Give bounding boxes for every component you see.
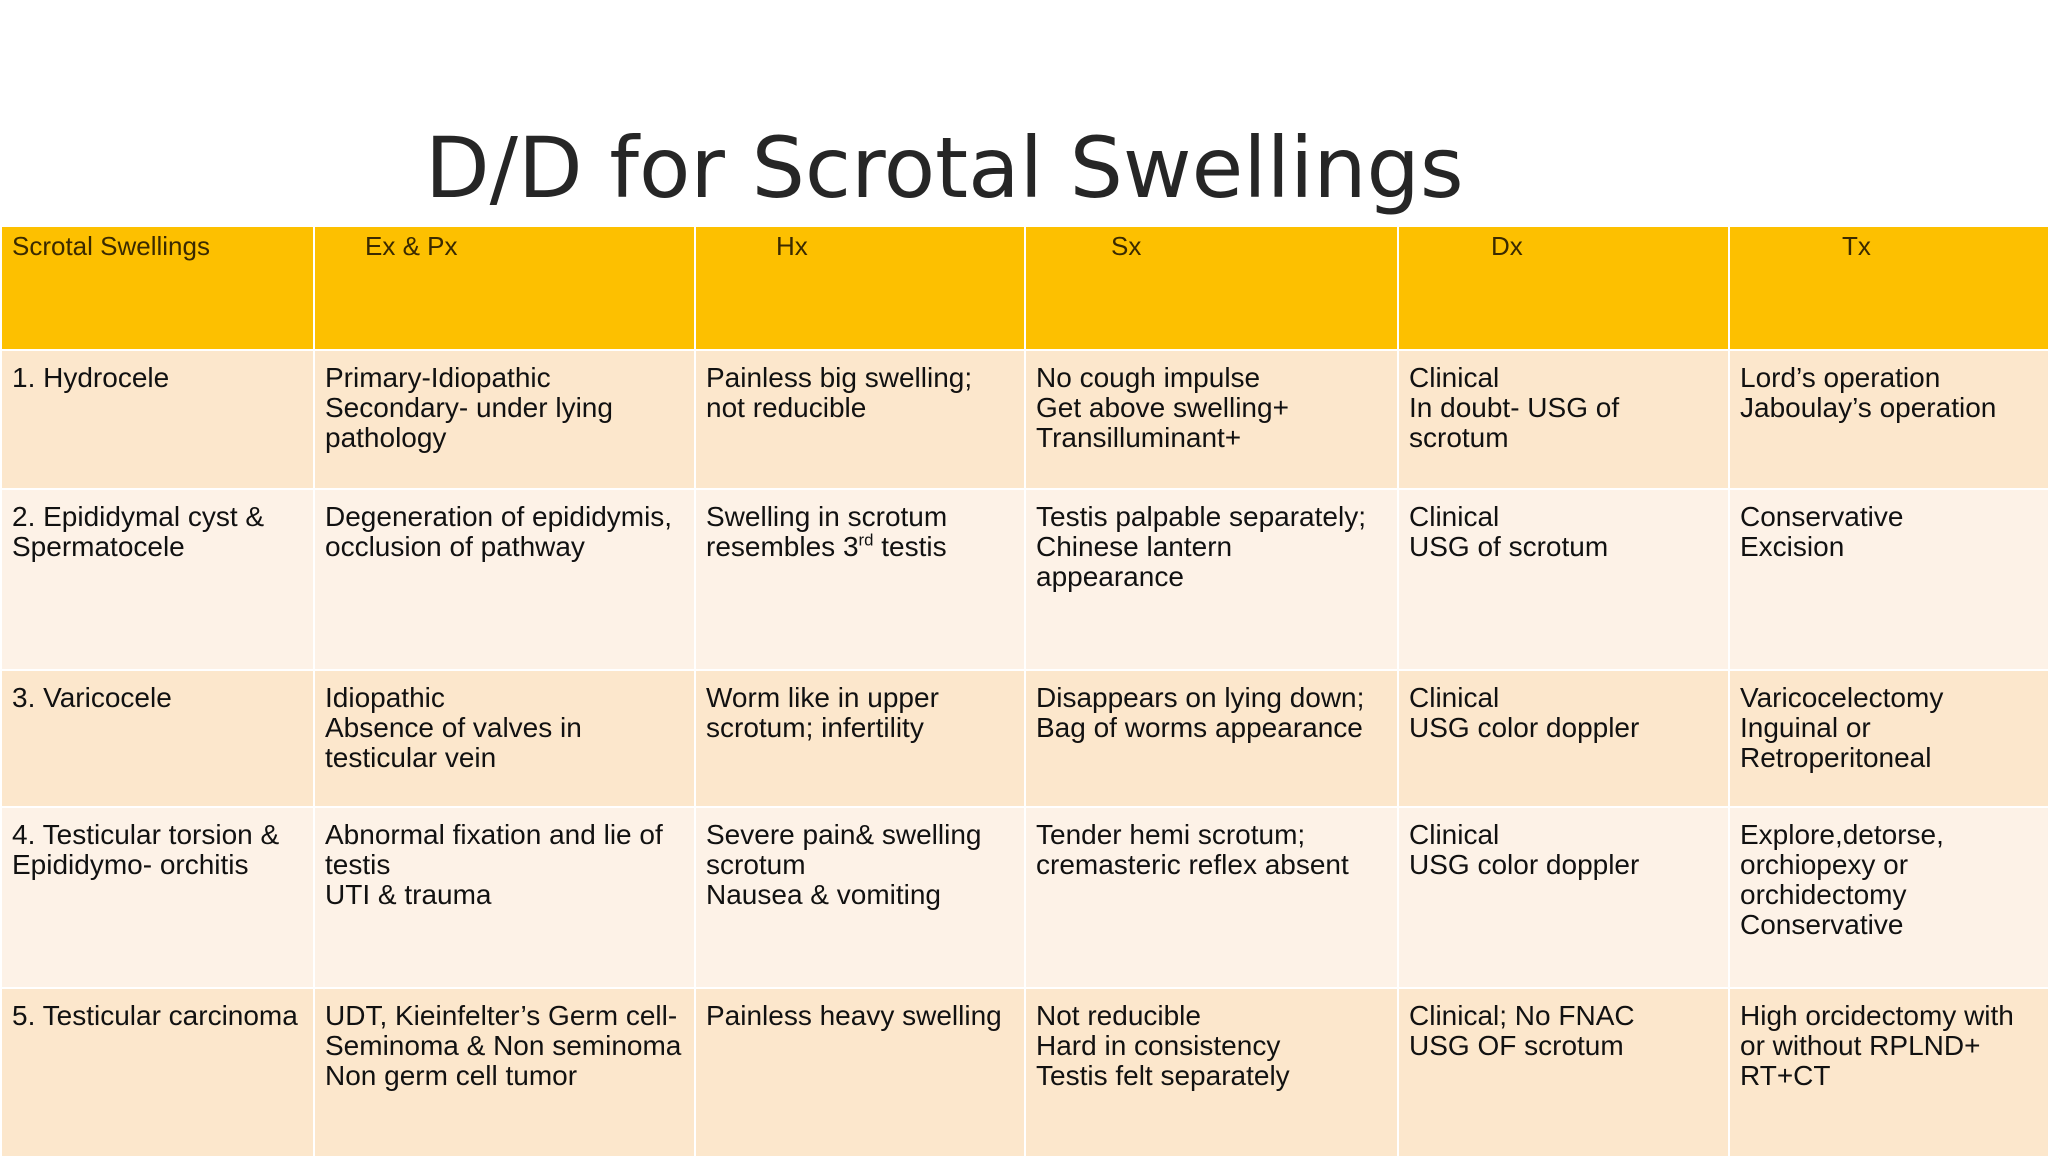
hx-text-before: Swelling in scrotum resembles 3 (706, 501, 948, 562)
cell-dx: Clinical; No FNAC USG OF scrotum (1398, 988, 1729, 1157)
cell-tx: High orcidectomy with or without RPLND+ RT+CT (1729, 988, 2048, 1157)
cell-hx: Worm like in upper scrotum; infertility (695, 670, 1025, 807)
cell-ex-px: Abnormal fixation and lie of testis UTI & trauma (314, 807, 695, 988)
cell-hx: Severe pain& swelling scrotum Nausea & vomiting (695, 807, 1025, 988)
cell-dx: Clinical USG of scrotum (1398, 489, 1729, 670)
cell-condition: 5. Testicular carcinoma (1, 988, 314, 1157)
cell-ex-px: Idiopathic Absence of valves in testicular vein (314, 670, 695, 807)
slide-title: D/D for Scrotal Swellings (425, 119, 1464, 217)
cell-sx: Testis palpable separately; Chinese lantern appearance (1025, 489, 1398, 670)
table-row-testicular-torsion (1, 807, 2048, 988)
cell-sx: Disappears on lying down; Bag of worms appearance (1025, 670, 1398, 807)
cell-tx: Explore,detorse, orchiopexy or orchidectomy Conservative (1729, 807, 2048, 988)
cell-condition: 1. Hydrocele (1, 350, 314, 489)
cell-dx: Clinical USG color doppler (1398, 807, 1729, 988)
hx-text-after: testis (873, 531, 947, 562)
cell-ex-px: Degeneration of epididymis, occlusion of pathway (314, 489, 695, 670)
cell-hx: Painless heavy swelling (695, 988, 1025, 1157)
header-dx: Dx (1398, 226, 1729, 350)
table-header-row (1, 226, 2048, 350)
cell-sx: No cough impulse Get above swelling+ Transilluminant+ (1025, 350, 1398, 489)
cell-tx: Conservative Excision (1729, 489, 2048, 670)
header-scrotal-swellings: Scrotal Swellings (1, 226, 314, 350)
header-tx: Tx (1729, 226, 2048, 350)
cell-dx: Clinical In doubt- USG of scrotum (1398, 350, 1729, 489)
cell-condition: 2. Epididymal cyst & Spermatocele (1, 489, 314, 670)
differential-diagnosis-table (0, 225, 2048, 1158)
table-row-testicular-carcinoma (1, 988, 2048, 1157)
table-row-epididymal-cyst (1, 489, 2048, 670)
cell-tx: Lord’s operation Jaboulay’s operation (1729, 350, 2048, 489)
cell-sx: Tender hemi scrotum; cremasteric reflex absent (1025, 807, 1398, 988)
cell-sx: Not reducible Hard in consistency Testis felt separately (1025, 988, 1398, 1157)
cell-ex-px: Primary-Idiopathic Secondary- under lying pathology (314, 350, 695, 489)
cell-hx (695, 489, 1025, 670)
cell-hx: Painless big swelling; not reducible (695, 350, 1025, 489)
cell-condition: 4. Testicular torsion & Epididymo- orchitis (1, 807, 314, 988)
cell-condition: 3. Varicocele (1, 670, 314, 807)
hx-superscript: rd (858, 530, 874, 550)
table-row-hydrocele (1, 350, 2048, 489)
header-ex-px: Ex & Px (314, 226, 695, 350)
header-hx: Hx (695, 226, 1025, 350)
cell-ex-px: UDT, Kieinfelter’s Germ cell- Seminoma & Non seminoma Non germ cell tumor (314, 988, 695, 1157)
cell-tx: Varicocelectomy Inguinal or Retroperitoneal (1729, 670, 2048, 807)
header-sx: Sx (1025, 226, 1398, 350)
cell-dx: Clinical USG color doppler (1398, 670, 1729, 807)
table-row-varicocele (1, 670, 2048, 807)
